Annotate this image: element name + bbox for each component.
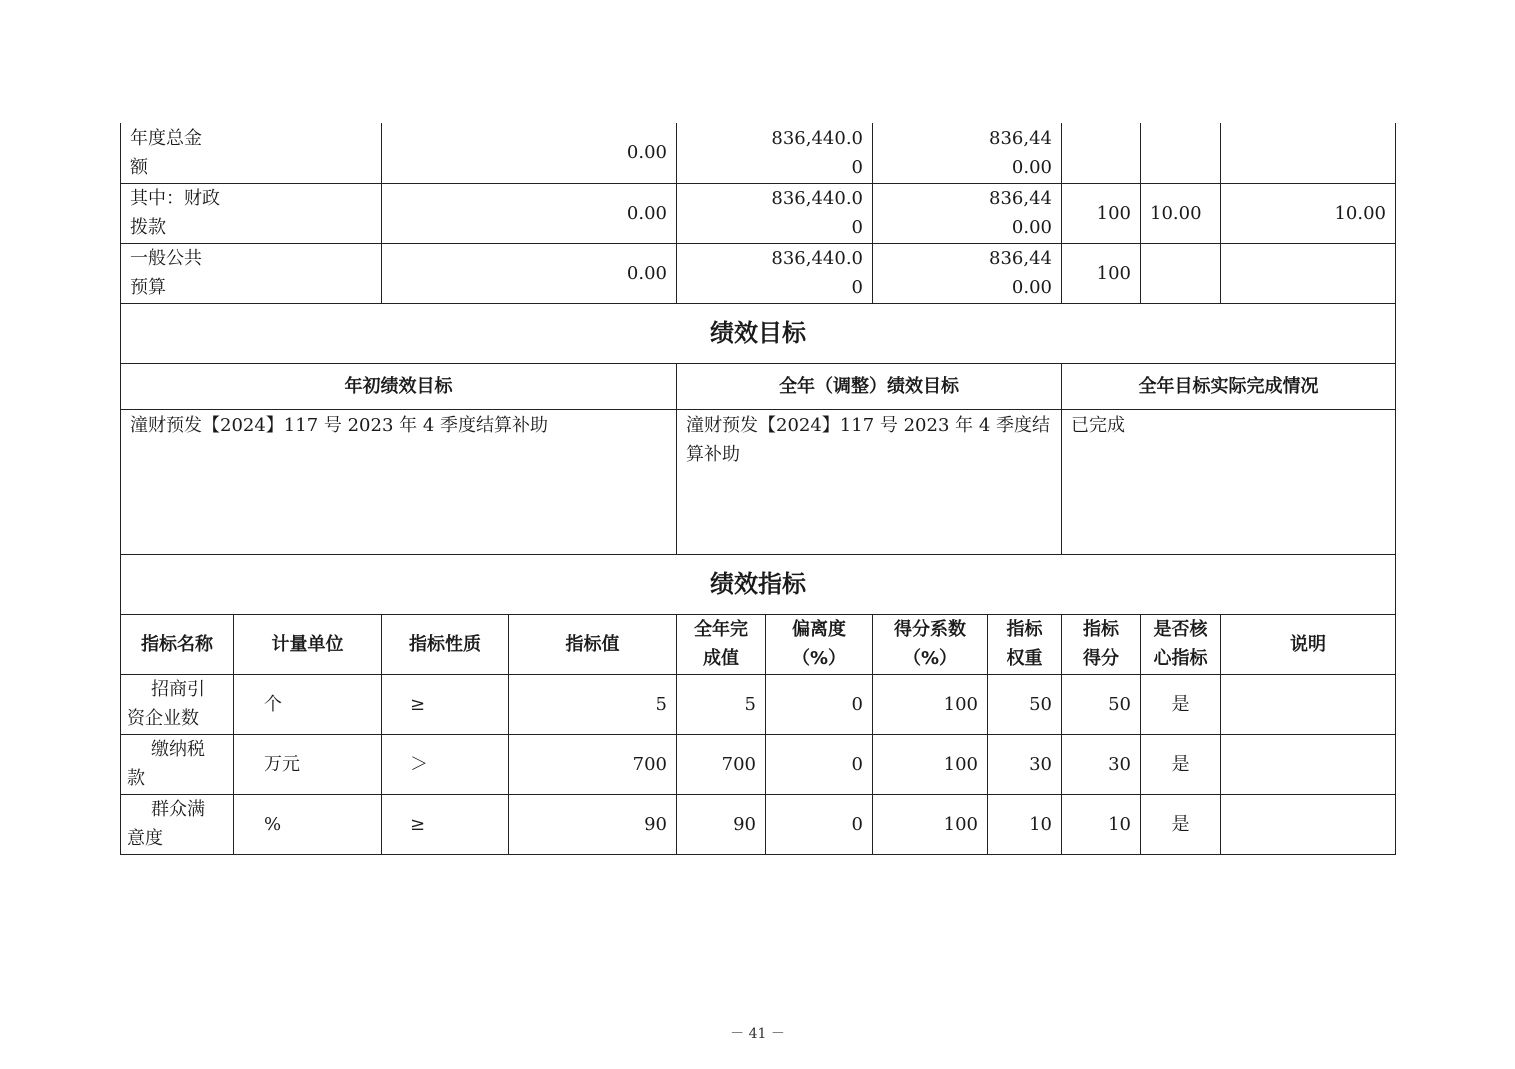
col-indicator-name: 指标名称 [121, 614, 234, 674]
actual-completion-text: 已完成 [1062, 409, 1396, 554]
table-row: 其中：财政 拨款 0.00 836,440.0 0 836,44 0.00 100 10.00 10.00 [121, 183, 1396, 243]
budget-table [120, 123, 1396, 304]
initial-goal-text: 潼财预发【2024】117 号 2023 年 4 季度结算补助 [121, 409, 677, 554]
goals-value-row [121, 409, 1396, 554]
table-row: 缴纳税 款 万元 ＞ 700 700 0 100 30 30 是 [121, 734, 1396, 794]
header-actual-completion: 全年目标实际完成情况 [1062, 363, 1396, 409]
adjusted-goal-text: 潼财预发【2024】117 号 2023 年 4 季度结算补助 [677, 409, 1062, 554]
goals-section-row [121, 303, 1396, 363]
col-deviation: 偏离度 （%） [766, 614, 873, 674]
col-target-value: 指标值 [509, 614, 677, 674]
col-core: 是否核 心指标 [1141, 614, 1221, 674]
performance-sheet [120, 123, 1395, 855]
goals-header-row [121, 363, 1396, 409]
table-row: 群众满 意度 % ≥ 90 90 0 100 10 10 是 [121, 794, 1396, 854]
indicators-table [120, 554, 1396, 855]
table-row: 招商引 资企业数 个 ≥ 5 5 0 100 50 50 是 [121, 674, 1396, 734]
table-row: 年度总金 额 0.00 836,440.0 0 836,44 0.00 [121, 123, 1396, 183]
col-unit: 计量单位 [234, 614, 382, 674]
indicators-section-title: 绩效指标 [121, 554, 1396, 614]
header-initial-goal: 年初绩效目标 [121, 363, 677, 409]
goals-table [120, 303, 1396, 555]
col-nature: 指标性质 [382, 614, 509, 674]
table-row: 一般公共 预算 0.00 836,440.0 0 836,44 0.00 100 [121, 243, 1396, 303]
indicators-header-row [121, 614, 1396, 674]
indicators-section-row [121, 554, 1396, 614]
col-score-coefficient: 得分系数 （%） [873, 614, 988, 674]
col-weight: 指标 权重 [988, 614, 1062, 674]
header-adjusted-goal: 全年（调整）绩效目标 [677, 363, 1062, 409]
goals-section-title: 绩效目标 [121, 303, 1396, 363]
col-score: 指标 得分 [1062, 614, 1141, 674]
col-note: 说明 [1221, 614, 1396, 674]
col-actual-value: 全年完 成值 [677, 614, 766, 674]
page-number: － 41 － [730, 1026, 785, 1042]
